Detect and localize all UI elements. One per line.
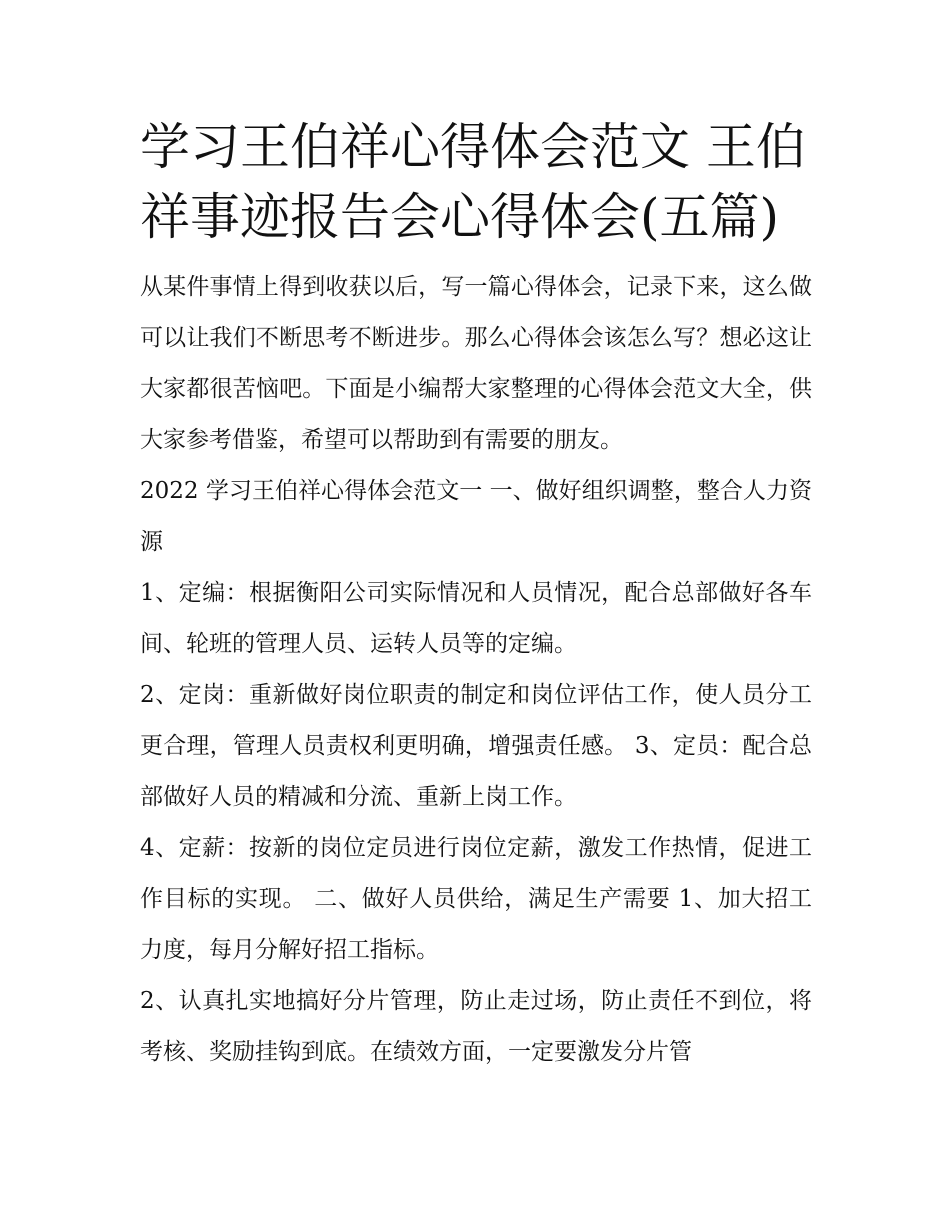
document-body (140, 262, 812, 1078)
document-page (140, 112, 812, 1078)
paragraph-section-heading: 2022 学习王伯祥心得体会范文一 一、做好组织调整，整合人力资源 (140, 478, 812, 555)
paragraph-item-1: 1、定编：根据衡阳公司实际情况和人员情况，配合总部做好各车间、轮班的管理人员、运转人员等的定编。 (140, 580, 812, 657)
document-title: 学习王伯祥心得体会范文 王伯祥事迹报告会心得体会(五篇) (140, 118, 806, 246)
paragraph-intro: 从某件事情上得到收获以后，写一篇心得体会，记录下来，这么做可以让我们不断思考不断进步。那么心得体会该怎么写？想必这让大家都很苦恼吧。下面是小编帮大家整理的心得体会范文大全，供大家参考借鉴，希望可以帮助到有需要的朋友。 (140, 274, 812, 453)
paragraph-item-4: 4、定薪：按新的岗位定员进行岗位定薪，激发工作热情，促进工作目标的实现。 二、做好人员供给，满足生产需要 1、加大招工力度，每月分解好招工指标。 (140, 835, 812, 963)
paragraph-item-2b: 2、认真扎实地搞好分片管理，防止走过场，防止责任不到位，将考核、奖励挂钩到底。在绩效方面，一定要激发分片管 (140, 988, 812, 1065)
paragraph-item-2: 2、定岗：重新做好岗位职责的制定和岗位评估工作，使人员分工更合理，管理人员责权利更明确，增强责任感。 3、定员：配合总部做好人员的精减和分流、重新上岗工作。 (140, 682, 812, 810)
